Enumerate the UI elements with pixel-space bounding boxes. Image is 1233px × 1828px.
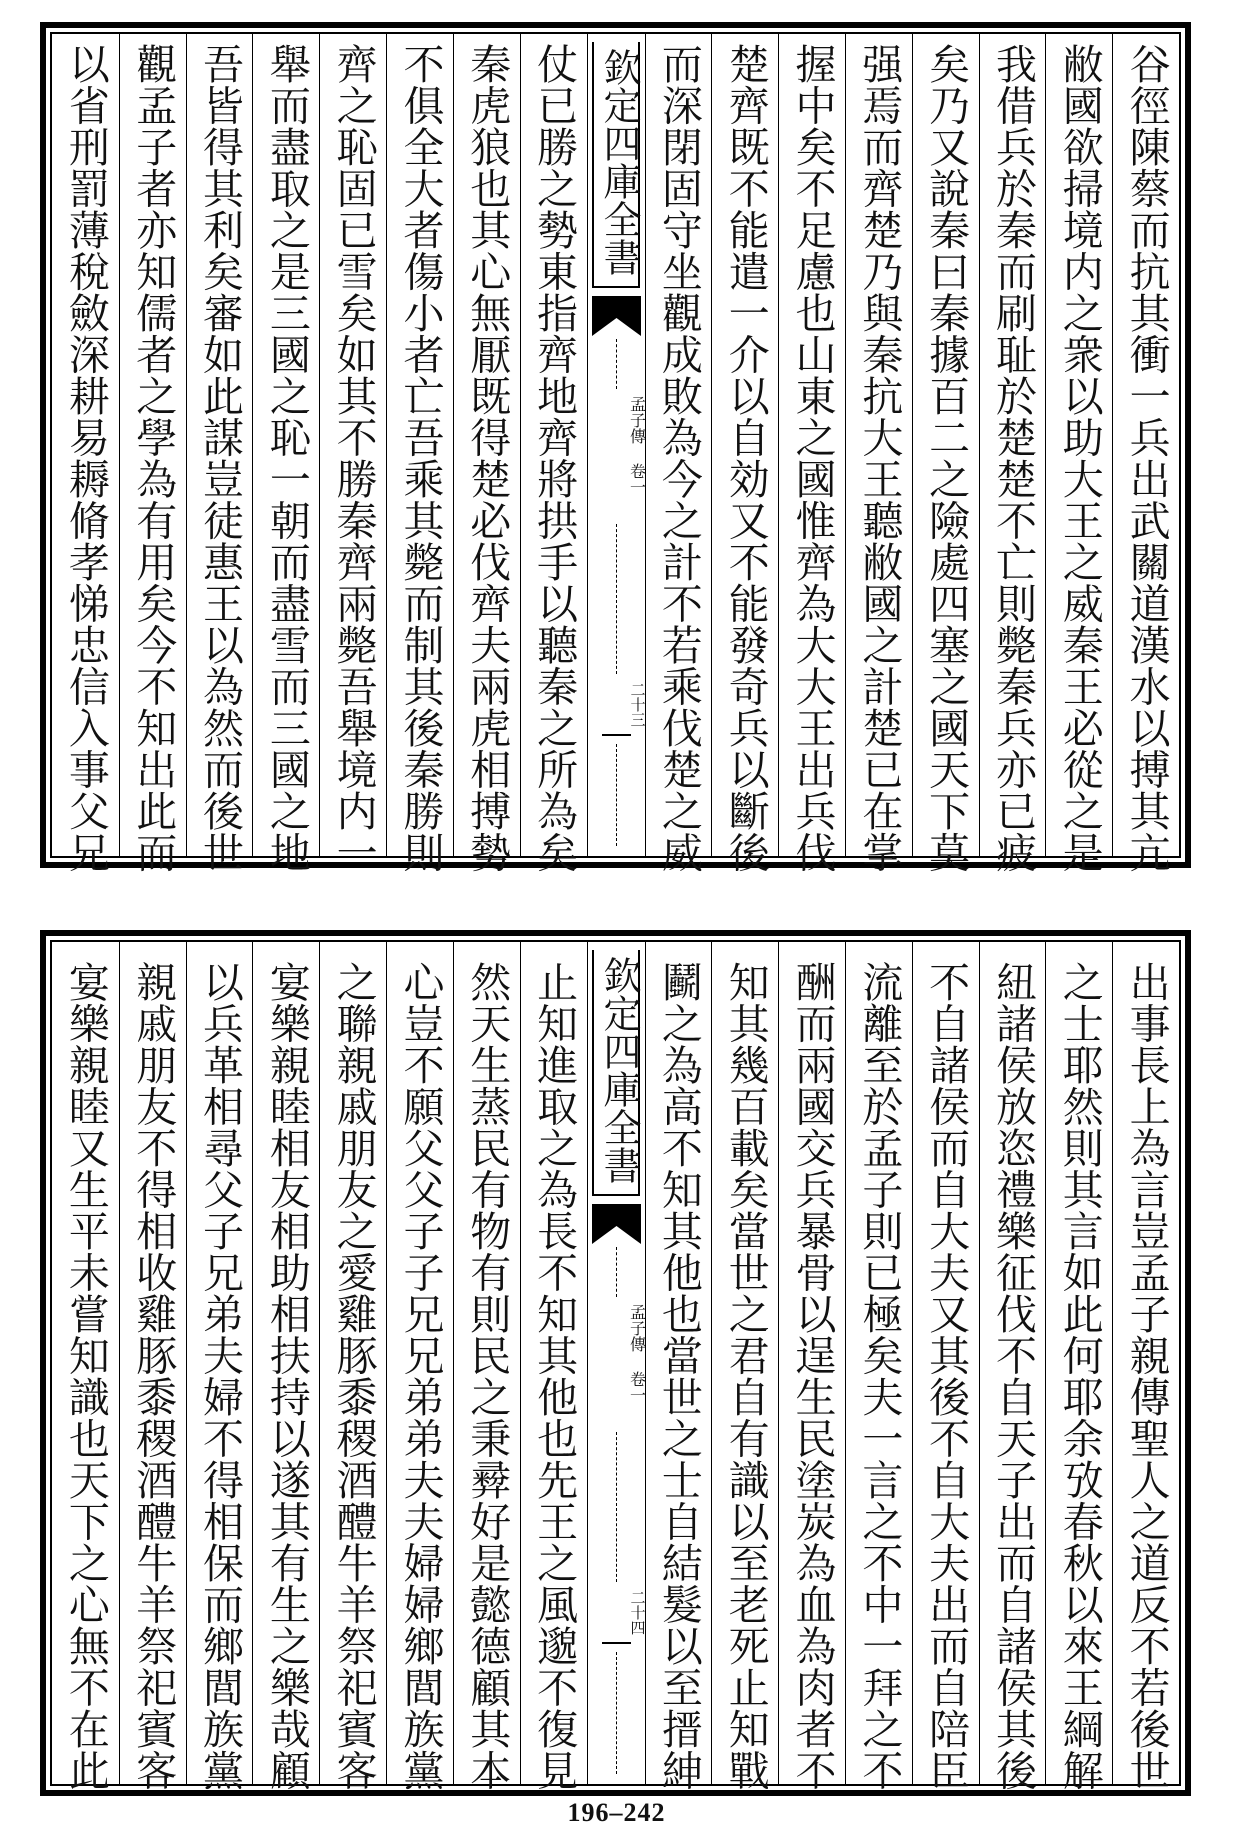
- column-text: 敝國欲掃境内之衆以助大王之威秦王必從之是: [1055, 43, 1104, 873]
- column-text: 流離至於孟子則已極矣夫一言之不中一拜之不: [855, 961, 904, 1791]
- text-column: [119, 34, 186, 873]
- page-24: [40, 930, 1191, 1796]
- column-text: 齊之恥固已雪矣如其不勝秦齊兩斃吾舉境内一: [329, 43, 378, 873]
- center-dashed-line: [616, 744, 617, 846]
- column-text: 而深閉固守坐觀成敗為今之計不若乘伐楚之威: [654, 43, 703, 873]
- column-text: 然天生蒸民有物有則民之秉彛好是懿德顧其本: [463, 961, 512, 1791]
- text-column: [1112, 942, 1179, 1791]
- column-text: 楚齊既不能遣一介以自効又不能發奇兵以斷後: [721, 43, 770, 873]
- volume-label: 孟子傳 卷一: [627, 396, 647, 495]
- text-column: [1045, 34, 1112, 873]
- book-title: 欽定四庫全書: [592, 950, 640, 1196]
- text-column: [252, 942, 319, 1791]
- center-fold-column: [587, 942, 645, 1784]
- text-column: [845, 942, 912, 1791]
- column-text: 以兵革相尋父子兄弟夫婦不得相保而鄉閭族黨: [196, 961, 245, 1791]
- column-text: 不俱全大者傷小者亡吾乘其斃而制其後秦勝則: [396, 43, 445, 873]
- page-number-rule: [602, 734, 631, 736]
- column-text: 吾皆得其利矣審如此謀豈徒惠王以為然而後世: [196, 43, 245, 873]
- center-dashed-line: [616, 1247, 617, 1297]
- column-text: 秦虎狼也其心無厭既得楚必伐齊夫兩虎相搏勢: [463, 43, 512, 873]
- columns: [52, 34, 1179, 873]
- book-title: 欽定四庫全書: [592, 42, 640, 288]
- text-column: [52, 34, 119, 873]
- column-text: 親戚朋友不得相收雞豚黍稷酒醴牛羊祭祀賓客: [129, 961, 178, 1791]
- text-column: [453, 34, 520, 873]
- column-text: 出事長上為言豈孟子親傳聖人之道反不若後世: [1122, 961, 1171, 1791]
- text-column: [1045, 942, 1112, 1791]
- text-column: [186, 942, 253, 1791]
- center-dashed-line: [616, 339, 617, 389]
- text-column: [778, 34, 845, 873]
- text-column: [645, 942, 712, 1791]
- text-column: [386, 942, 453, 1791]
- column-text: 舉而盡取之是三國之恥一朝而盡雪而三國之地: [262, 43, 311, 873]
- text-column: [1112, 34, 1179, 873]
- column-text: 矣乃又說秦曰秦據百二之險處四塞之國天下莫: [922, 43, 971, 873]
- text-column: [252, 34, 319, 873]
- text-column: [119, 942, 186, 1791]
- column-text: 谷徑陳蔡而抗其衝一兵出武關道漢水以搏其亢: [1122, 43, 1171, 873]
- text-column: [778, 942, 845, 1791]
- text-column: [186, 34, 253, 873]
- volume-label: 孟子傳 卷一: [627, 1304, 647, 1403]
- text-column: [520, 34, 587, 873]
- column-text: 握中矣不足慮也山東之國惟齊為大大王出兵伐: [788, 43, 837, 873]
- column-text: 心豈不願父父子子兄兄弟弟夫夫婦婦鄉閭族黨: [396, 961, 445, 1791]
- page-inner-frame: [50, 32, 1181, 873]
- text-column: [912, 942, 979, 1791]
- column-text: 鬬之為高不知其他也當世之士自結髮以至搢紳: [654, 961, 703, 1791]
- page-23: [40, 22, 1191, 873]
- column-text: 宴樂親睦相友相助相扶持以遂其有生之樂哉顧: [262, 961, 311, 1791]
- leaf-page-number: 二十四: [628, 1590, 647, 1635]
- text-column: [453, 942, 520, 1791]
- fishtail-mark-icon: [592, 296, 641, 336]
- text-column: [912, 34, 979, 873]
- text-column: [52, 942, 119, 1791]
- center-dashed-line: [616, 1652, 617, 1774]
- text-column: [645, 34, 712, 873]
- column-text: 知其幾百載矣當世之君自有識以至老死止知戰: [721, 961, 770, 1791]
- column-text: 紐諸侯放恣禮樂征伐不自天子出而自諸侯其後: [988, 961, 1037, 1791]
- column-text: 之聯親戚朋友之愛雞豚黍稷酒醴牛羊祭祀賓客: [329, 961, 378, 1791]
- column-text: 仗已勝之勢東指齊地齊將拱手以聽秦之所為矣: [530, 43, 579, 873]
- center-dashed-line: [616, 524, 617, 674]
- column-text: 以省刑罰薄稅斂深耕易耨脩孝悌忠信入事父兄: [61, 43, 110, 873]
- column-text: 不自諸侯而自大夫又其後不自大夫出而自陪臣: [922, 961, 971, 1791]
- leaf-page-number: 二十三: [628, 682, 647, 727]
- text-column: [711, 942, 778, 1791]
- text-column: [386, 34, 453, 873]
- center-fold-column: [587, 34, 645, 856]
- columns: [52, 942, 1179, 1791]
- column-text: 之士耶然則其言如此何耶余攷春秋以來王綱解: [1055, 961, 1104, 1791]
- text-column: [520, 942, 587, 1791]
- fishtail-mark-icon: [592, 1204, 641, 1244]
- page-number-rule: [602, 1642, 631, 1644]
- text-column: [711, 34, 778, 873]
- text-column: [979, 34, 1046, 873]
- text-column: [319, 942, 386, 1791]
- column-text: 觀孟子者亦知儒者之學為有用矣今不知出此而: [129, 43, 178, 873]
- text-column: [845, 34, 912, 873]
- column-text: 宴樂親睦又生平未嘗知識也天下之心無不在此: [61, 961, 110, 1791]
- center-dashed-line: [616, 1432, 617, 1582]
- column-text: 我借兵於秦而刷耻於楚楚不亡則斃秦兵亦已疲: [988, 43, 1037, 873]
- column-text: 酬而兩國交兵暴骨以逞生民塗炭為血為肉者不: [788, 961, 837, 1791]
- page-footer-number: 196–242: [567, 1798, 666, 1827]
- page-inner-frame: [50, 940, 1181, 1791]
- text-column: [319, 34, 386, 873]
- text-column: [979, 942, 1046, 1791]
- column-text: 止知進取之為長不知其他也先王之風邈不復見: [530, 961, 579, 1791]
- column-text: 强焉而齊楚乃與秦抗大王聽敝國之計楚已在掌: [855, 43, 904, 873]
